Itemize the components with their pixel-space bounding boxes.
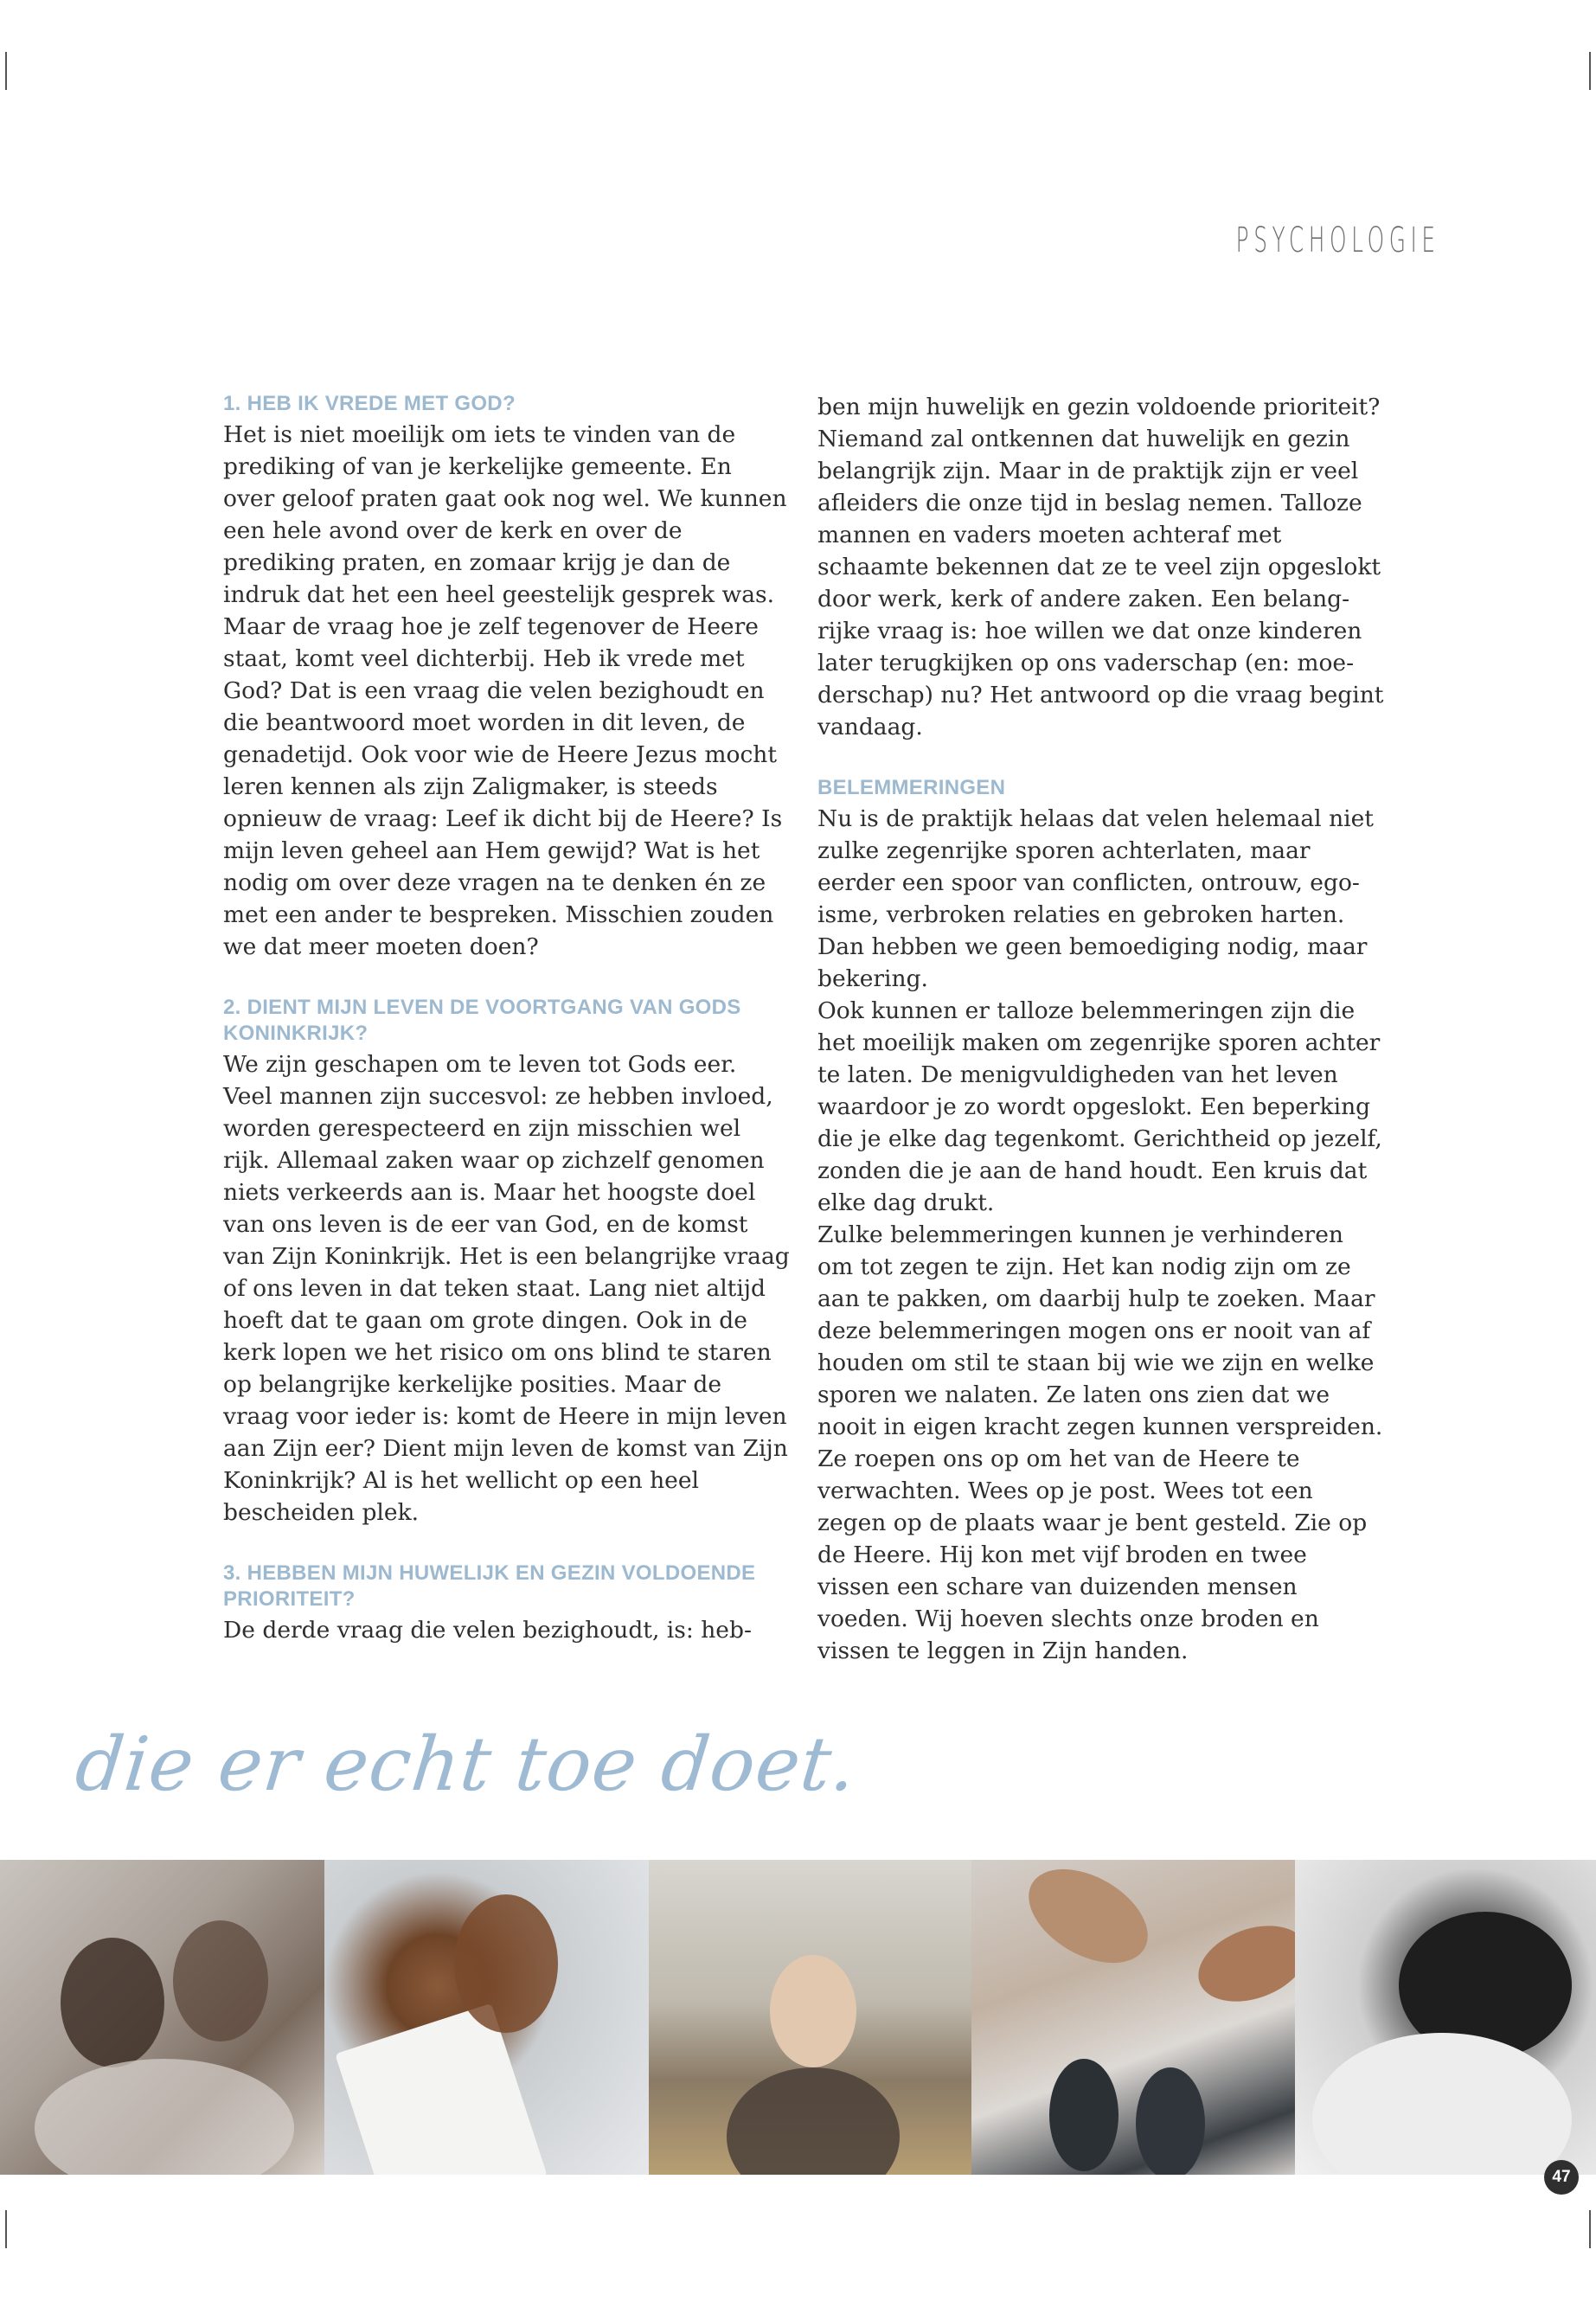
left-column: [223, 391, 790, 1646]
photo-person-hand-on-head: [1295, 1860, 1596, 2175]
paragraph: Nu is de praktijk helaas dat velen helemaal niet zulke zegenrijke sporen achterlaten, maar eerder een spoor van conflicten, ontrouw, egoisme, verbroken relaties en gebroken harten. Dan hebben we geen bemoediging nodig, maar bekering.: [817, 805, 1374, 992]
script-quote: die er echt toe doet.: [71, 1721, 861, 1808]
paragraph: De derde vraag die velen bezighoudt, is: heb-: [223, 1617, 752, 1644]
photo-smiling-woman-field: [649, 1860, 971, 2175]
heading-vrede-met-god: 1. HEB IK VREDE MET GOD?: [223, 392, 516, 415]
paragraph: We zijn geschapen om te leven tot Gods eer. Veel mannen zijn succesvol: ze hebben invloed, worden gerespecteerd en zijn misschien wel rijk. Allemaal zaken waar op zichzelf genomen niets verkeerds aan is. Maar het hoogste doel van ons leven is de eer van God, en de komst van Zijn Koninkrijk. Het is een belangrijke vraag of ons leven in dat teken staat. Lang niet altijd hoeft dat te gaan om grote dingen. Ook in de kerk lopen we het risico om ons blind te staren op belangrijke kerkelijke posities. Maar de vraag voor ieder is: komt de Heere in mijn leven aan Zijn eer? Dient mijn leven de komst van Zijn Koninkrijk? Al is het wellicht op een heel bescheiden plek.: [223, 1051, 790, 1526]
crop-mark-top-left: [5, 52, 7, 90]
heading-belemmeringen: BELEMMERINGEN: [817, 776, 1006, 799]
photo-coffee-and-notebook: [324, 1860, 649, 2175]
crop-mark-bottom-left: [5, 2210, 7, 2248]
right-column: [817, 391, 1384, 1667]
paragraph: Het is niet moeilijk om iets te vinden van de prediking of van je kerkelijke gemeente. En over geloof praten gaat ook nog wel. We kunnen een hele avond over de kerk en over de prediking praten, en zomaar krijg je dan de indruk dat het een heel geestelijk gesprek was. Maar de vraag hoe je zelf tegenover de Heere staat, komt veel dichterbij. Heb ik vrede met God? Dat is een vraag die velen bezighoudt en die beantwoord moet worden in dit leven, de genadetijd. Ook voor wie de Heere Jezus mocht leren kennen als zijn Zaligmaker, is steeds opnieuw de vraag: Leef ik dicht bij de Heere? Is mijn leven geheel aan Hem gewijd? Wat is het nodig om over deze vragen na te denken én ze met een ander te bespreken. Misschien zouden we dat meer moeten doen?: [223, 421, 787, 960]
photo-strip: [0, 1860, 1596, 2175]
paragraph: Zulke belemmeringen kunnen je verhinderen om tot zegen te zijn. Het kan nodig zijn om ze aan te pakken, om daarbij hulp te zoeken. Maar deze belemmeringen mogen ons er nooit van af houden om stil te staan bij wie we zijn en welke sporen we nalaten. Ze laten ons zien dat we nooit in eigen kracht zegen kunnen verspreiden. Ze roepen ons op om het van de Heere te verwachten. Wees op je post. Wees tot een zegen op de plaats waar je bent gesteld. Zie op de Heere. Hij kon met vijf broden en twee vissen een schare van duizenden mensen voeden. Wij hoeven slechts onze broden en vissen te leggen in Zijn handen.: [817, 1221, 1383, 1664]
photo-laughing-couple: [0, 1860, 324, 2175]
section-label: PSYCHOLOGIE: [1235, 221, 1440, 260]
paragraph: ben mijn huwelijk en gezin voldoende prioriteit? Niemand zal ontkennen dat huwelijk en gezin belangrijk zijn. Maar in de praktijk zijn er veel afleiders die onze tijd in beslag nemen. Talloze mannen en vaders moeten achteraf met schaamte bekennen dat ze te veel zijn opgeslokt door werk, kerk of andere zaken. Een belangrijke vraag is: hoe willen we dat onze kinderen later terugkijken op ons vaderschap (en: moederschap) nu? Het antwoord op die vraag begint vandaag.: [817, 394, 1384, 740]
heading-gods-koninkrijk: 2. DIENT MIJN LEVEN DE VOORTGANG VAN GODS KONINKRIJK?: [223, 996, 741, 1045]
crop-mark-top-right: [1589, 52, 1591, 90]
crop-mark-bottom-right: [1589, 2210, 1591, 2248]
heading-huwelijk-gezin: 3. HEBBEN MIJN HUWELIJK EN GEZIN VOLDOENDE PRIORITEIT?: [223, 1561, 756, 1611]
paragraph: Ook kunnen er talloze belemmeringen zijn die het moeilijk maken om zegenrijke sporen achter te laten. De menigvuldigheden van het leven waardoor je zo wordt opgeslokt. Een beperking die je elke dag tegenkomt. Gerichtheid op jezelf, zonden die je aan de hand houdt. Een kruis dat elke dag drukt.: [817, 997, 1382, 1216]
photo-shoes-on-floor: [971, 1860, 1295, 2175]
page-number: 47: [1544, 2160, 1579, 2195]
